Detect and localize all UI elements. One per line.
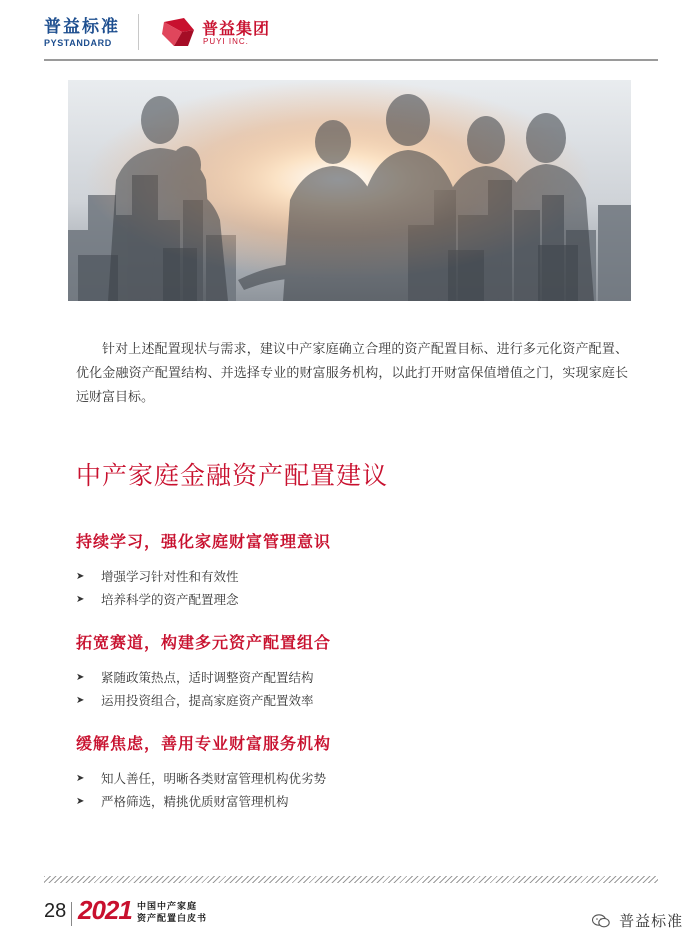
wechat-label: 普益标准 — [619, 912, 684, 930]
wechat-watermark — [592, 910, 683, 931]
business-handshake-photo — [68, 80, 631, 301]
brand2-en: PUYI INC. — [203, 37, 249, 46]
intro-paragraph: 针对上述配置现状与需求，建议中产家庭确立合理的资产配置目标、进行多元化资产配置、优化金融资产配置结构、并选择专业的财富服务机构，以此打开财富保值增值之门，实现家庭长远财富目标。 — [76, 342, 628, 405]
section-title: 中产家庭金融资产配置建议 — [76, 461, 389, 490]
pystandard-logo — [44, 18, 120, 48]
brand1-cn: 普益标准 — [44, 17, 120, 37]
advice-group-institutions — [76, 733, 636, 813]
list-item — [76, 767, 636, 790]
list-item-text: 紧随政策热点，适时调整资产配置结构 — [101, 670, 314, 685]
report-title-line1: 中国中产家庭 — [137, 902, 198, 912]
report-year: 2021 — [78, 895, 132, 925]
group-list — [76, 767, 636, 813]
list-item — [76, 588, 636, 611]
group-list — [76, 666, 636, 712]
list-item — [76, 666, 636, 689]
header-rule — [44, 59, 658, 61]
footer-hatch-rule — [44, 876, 658, 883]
brand1-en: PYSTANDARD — [44, 38, 112, 48]
advice-group-learning — [76, 531, 636, 611]
report-title-line2: 资产配置白皮书 — [137, 914, 208, 924]
bullet-arrow-icon: ➤ — [76, 594, 85, 605]
group-title: 缓解焦虑，善用专业财富服务机构 — [76, 734, 332, 753]
list-item-text: 运用投资组合，提高家庭资产配置效率 — [101, 693, 314, 708]
list-item-text: 培养科学的资产配置理念 — [101, 592, 239, 607]
report-title — [137, 901, 207, 925]
list-item — [76, 689, 636, 712]
brand2-cn: 普益集团 — [202, 19, 271, 38]
list-item — [76, 790, 636, 813]
footer-divider — [71, 902, 72, 926]
advice-group-diversify — [76, 632, 636, 712]
puyi-logo-icon — [162, 18, 196, 48]
bullet-arrow-icon: ➤ — [76, 695, 85, 706]
header-divider — [138, 14, 139, 50]
bullet-arrow-icon: ➤ — [76, 672, 85, 683]
group-title: 拓宽赛道，构建多元资产配置组合 — [76, 633, 332, 652]
bullet-arrow-icon: ➤ — [76, 773, 85, 784]
list-item-text: 知人善任，明晰各类财富管理机构优劣势 — [101, 771, 327, 786]
group-title: 持续学习，强化家庭财富管理意识 — [76, 532, 332, 551]
bullet-arrow-icon: ➤ — [76, 571, 85, 582]
page-number: 28 — [44, 900, 67, 922]
list-item — [76, 565, 636, 588]
bullet-arrow-icon: ➤ — [76, 796, 85, 807]
page-header — [0, 0, 700, 62]
list-item-text: 严格筛选，精挑优质财富管理机构 — [101, 794, 289, 809]
list-item-text: 增强学习针对性和有效性 — [101, 569, 239, 584]
group-list — [76, 565, 636, 611]
wechat-icon — [592, 914, 610, 928]
